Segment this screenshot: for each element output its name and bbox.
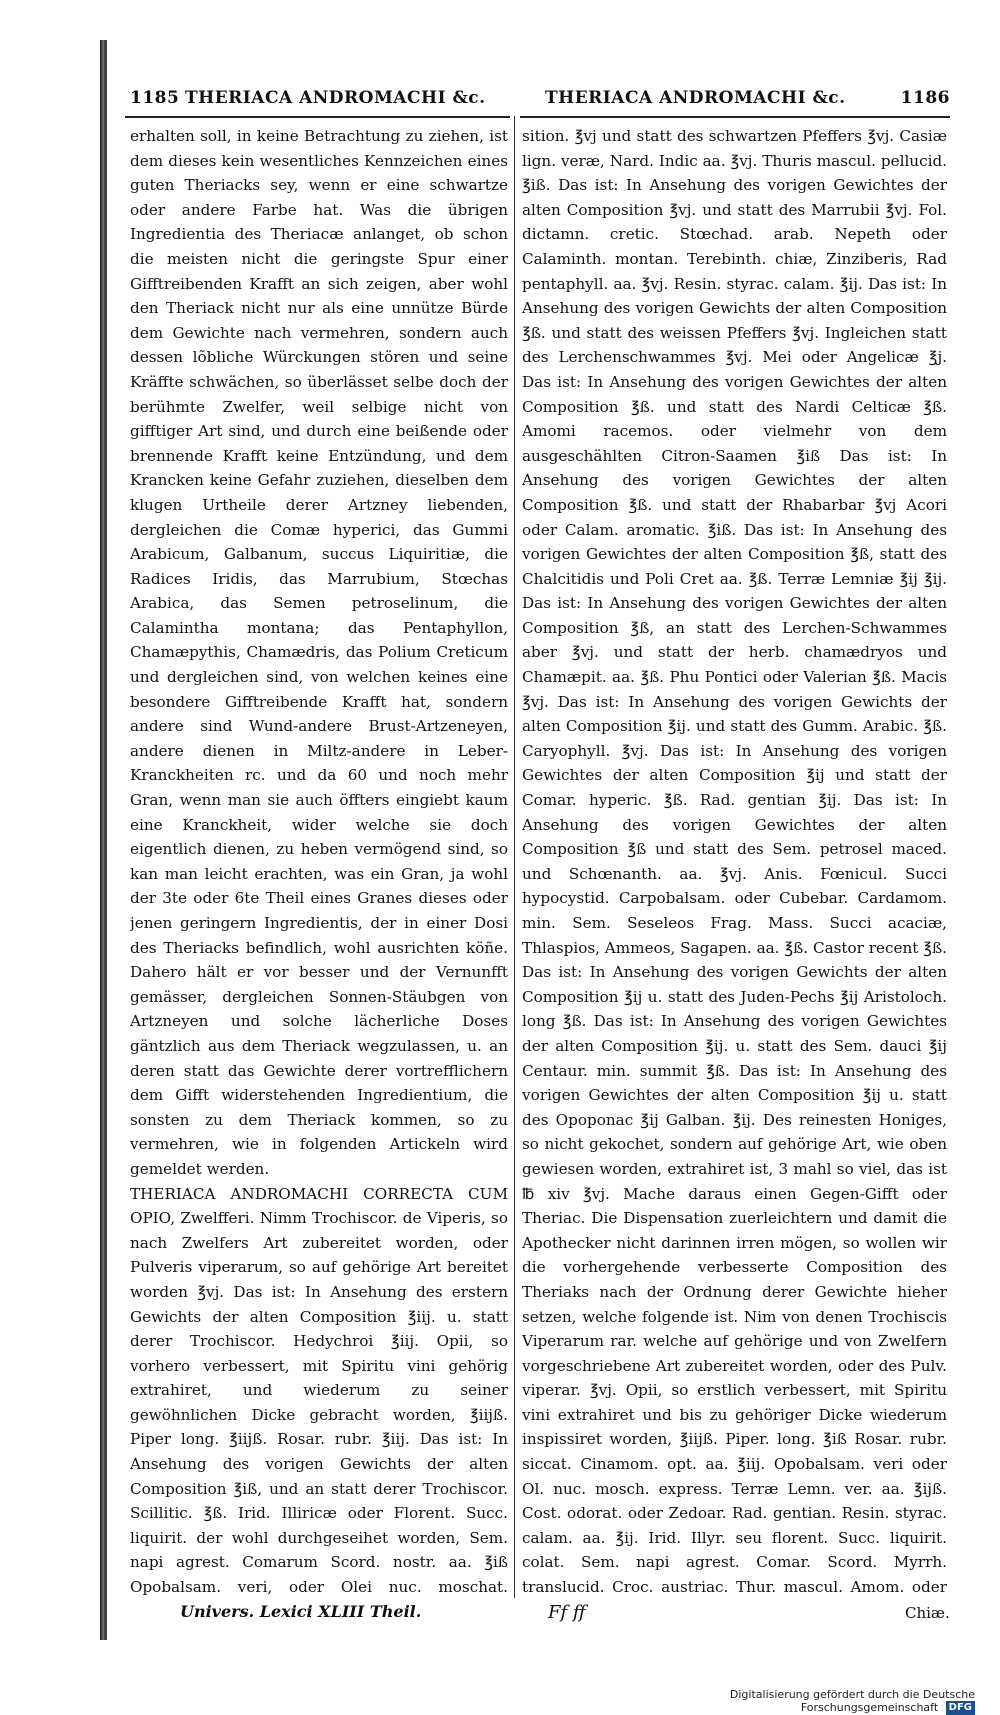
left-running-title: THERIACA ANDROMACHI &c. bbox=[185, 88, 486, 108]
right-paragraph-1: sition. ℥vj und statt des schwartzen Pfeffers ℥vj. Casiæ lign. veræ, Nard. Indic aa. ℥vj. Thuris mascul. pellucid. ℥iß. Das ist: In Ansehung des vorigen Gewichtes der alten Composition ℥vj. und statt des Marrubii ℥vj. Fol. dictamn. cretic. Stœchad. arab. Nepeth oder Calaminth. montan. Terebinth. chiæ, Zinziberis, Rad pentaphyll. aa. ℥vj. Resin. styrac. calam. ℥ij. Das ist: In Ansehung des vorigen Gewichts der alten Composition ℥ß. und statt des weissen Pfeffers ℥vj. Ingleichen statt des Lerchenschwammes ℥vj. Mei oder Angelicæ ℥j. Das ist: In Ansehung des vorigen Gewichtes der alten Composition ℥ß. und statt des Nardi Celticæ ℥ß. Amomi racemos. oder vielmehr von dem ausgeschählten Citron-Saamen ℥iß Das ist: In Ansehung des vorigen Gewichtes der alten Composition ℥ß. und statt der Rhabarbar ℥vj Acori oder Calam. aromatic. ℥iß. Das ist: In Ansehung des vorigen Gewichtes der alten Composition ℥ß, statt des Chalcitidis und Poli Cret aa. ℥ß. Terræ Lemniæ ℥ij ℥ij. Das ist: In Ansehung des vorigen Gewichtes der alten Composition ℥ß, an statt des Lerchen-Schwammes aber ℥vj. und statt der herb. chamædryos und Chamæpit. aa. ℥ß. Phu Pontici oder Valerian ℥ß. Macis ℥vj. Das ist: In Ansehung des vorigen Gewichts der alten Composition ℥ij. und statt des Gumm. Arabic. ℥ß. Caryophyll. ℥vj. Das ist: In Ansehung des vorigen Gewichtes der alten Composition ℥ij und statt der Comar. hyperic. ℥ß. Rad. gentian ℥ij. Das ist: In Ansehung des vorigen Gewichtes der alten Composition ℥ß und statt des Sem. petrosel maced. und Schœnanth. aa. ℥vj. Anis. Fœnicul. Succi hypocystid. Carpobalsam. oder Cubebar. Cardamom. min. Sem. Seseleos Frag. Mass. Succi acaciæ, Thlaspios, Ammeos, Sagapen. aa. ℥ß. Castor recent ℥ß. Das ist: In Ansehung des vorigen Gewichts der alten Composition ℥ij u. statt des Juden-Pechs ℥ij Aristoloch. long ℥ß. Das ist: In Ansehung des vorigen Gewichtes der alten Composition ℥ij. u. statt des Sem. dauci ℥ij Centaur. min. summit ℥ß. Das ist: In Ansehung des vorigen Gewichtes der alten Composition ℥ij u. statt des Opoponac ℥ij Galban. ℥ij. Des reinesten Honiges, so nicht gekochet, sondern auf gehörige Art, wie oben gewiesen worden, extrahiret ist, 3 mahl so viel, das ist ℔ xiv ℥vj. Mache daraus einen Gegen-Gifft oder Theriac. Die Dispensation zuerleichtern und damit die Apothecker nicht darinnen irren mögen, so wollen wir die vorhergehende verbesserte Composition des Theriaks nach der Ordnung derer Gewichte hieher setzen, welche folgende ist. Nim von denen Trochiscis Viperarum rar. welche auf gehörige und von Zwelfern vorgeschriebene Art zubereitet worden, oder des Pulv. viperar. ℥vj. Opii, so erstlich verbessert, mit Spiritu vini extrahiret und bis zu gehöriger Dicke wiederum inspissiret worden, ℥iijß. Piper. long. ℥iß Rosar. rubr. siccat. Cinamom. opt. aa. ℥iij. Opobalsam. veri oder Ol. nuc. mosch. express. Terræ Lemn. ver. aa. ℥ijß. Cost. odorat. oder Zedoar. Rad. gentian. Resin. styrac. calam. aa. ℥ij. Irid. Illyr. seu florent. Succ. liquirit. colat. Sem. napi agrest. Comar. Scord. Myrrh. translucid. Croc. austriac. Thur. mascul. Amom. oder bbox=[522, 127, 947, 1597]
sheet-mark: Ff ff bbox=[548, 1602, 586, 1623]
left-text-column bbox=[130, 124, 508, 1602]
left-paragraph-2: THERIACA ANDROMACHI CORRECTA CUM OPIO, Zwelfferi. Nimm Trochiscor. de Viperis, so nach Zwelfers Art zubereitet worden, oder Pulveris viperarum, so auf gehörige Art bereitet worden ℥vj. Das ist: In Ansehung des erstern Gewichts der alten Composition ℥iij. u. statt derer Trochiscor. Hedychroi ℥iij. Opii, so vorhero verbessert, mit Spiritu vini gehörig extrahiret, und wiederum zu seiner gewöhnlichen Dicke gebracht worden, ℥iijß. Piper long. ℥iijß. Rosar. rubr. ℥iij. Das ist: In Ansehung des vorigen Gewichts der alten Composition ℥iß, und an statt derer Trochiscor. Scillitic. ℥ß. Irid. Illiricæ oder Florent. Succ. liquirit. der wohl durchgeseihet worden, Sem. napi agrest. Comarum Scord. nostr. aa. ℥iß Opobalsam. veri, oder Olei nuc. moschat. bbox=[130, 1184, 508, 1597]
right-text-column bbox=[522, 124, 947, 1602]
right-running-title: THERIACA ANDROMACHI &c. bbox=[545, 88, 846, 108]
left-paragraph-1: erhalten soll, in keine Betrachtung zu ziehen, ist dem dieses kein wesentliches Kennzeichen eines guten Theriacks sey, wenn er eine schwartze oder andere Farbe hat. Was die übrigen Ingredientia des Theriacæ anlanget, ob schon die meisten nicht die geringste Spur einer Gifftreibenden Krafft an sich zeigen, aber wohl den Theriack nicht nur als eine unnütze Bürde dem Gewichte nach vermehren, sondern auch dessen lõbliche Würckungen stören und seine Kräffte schwächen, so überlässet selbe doch der berühmte Zwelfer, weil selbige nicht von gifftiger Art sind, und durch eine beißende oder brennende Krafft keine Entzündung, und dem Krancken keine Gefahr zuziehen, dieselben dem klugen Urtheile derer Artzney liebenden, dergleichen die Comæ hyperici, das Gummi Arabicum, Galbanum, succus Liquiritiæ, die Radices Iridis, das Marrubium, Stœchas Arabica, das Semen petroselinum, die Calamintha montana; das Pentaphyllon, Chamæpythis, Chamædris, das Polium Creticum und dergleichen sind, von welchen keines eine besondere Gifftreibende Krafft hat, sondern andere sind Wund-andere Brust-Artzeneyen, andere dienen in Miltz-andere in Leber-Kranckheiten rc. und da 60 und noch mehr Gran, wenn man sie auch öffters eingiebt kaum eine Kranckheit, wider welche sie doch eigentlich dienen, zu heben vermögend sind, so kan man leicht erachten, was ein Gran, ja wohl der 3te oder 6te Theil eines Granes dieses oder jenen geringern Ingredientis, der in einer Dosi des Theriacks befindlich, wohl ausrichten köñe. Dahero hält er vor besser und der Vernunfft gemässer, dergleichen Sonnen-Stäubgen von Artzneyen und solche lächerliche Doses gäntzlich aus dem Theriack wegzulassen, u. an deren statt das Gewichte derer vortrefflichern dem Gifft widerstehenden Ingredientium, die sonsten zu dem Theriack kommen, so zu vermehren, wie in folgenden Artickeln wird gemeldet werden. bbox=[130, 127, 508, 1178]
column-divider bbox=[514, 116, 515, 1598]
page-edge bbox=[104, 40, 107, 1640]
left-page-number: 1185 bbox=[130, 88, 180, 108]
right-page-number: 1186 bbox=[900, 88, 950, 108]
header-rule-left bbox=[125, 116, 510, 118]
catchword: Chiæ. bbox=[905, 1604, 950, 1622]
header-rule-right bbox=[520, 116, 950, 118]
signature-line: Univers. Lexici XLIII Theil. bbox=[180, 1602, 422, 1621]
digitization-credit bbox=[615, 1688, 975, 1714]
credit-text: Digitalisierung gefördert durch die Deutsche Forschungsgemeinschaft bbox=[729, 1688, 975, 1714]
dfg-logo-icon: DFG bbox=[946, 1701, 975, 1715]
right-page-header bbox=[545, 88, 950, 114]
left-page-header bbox=[130, 88, 510, 114]
